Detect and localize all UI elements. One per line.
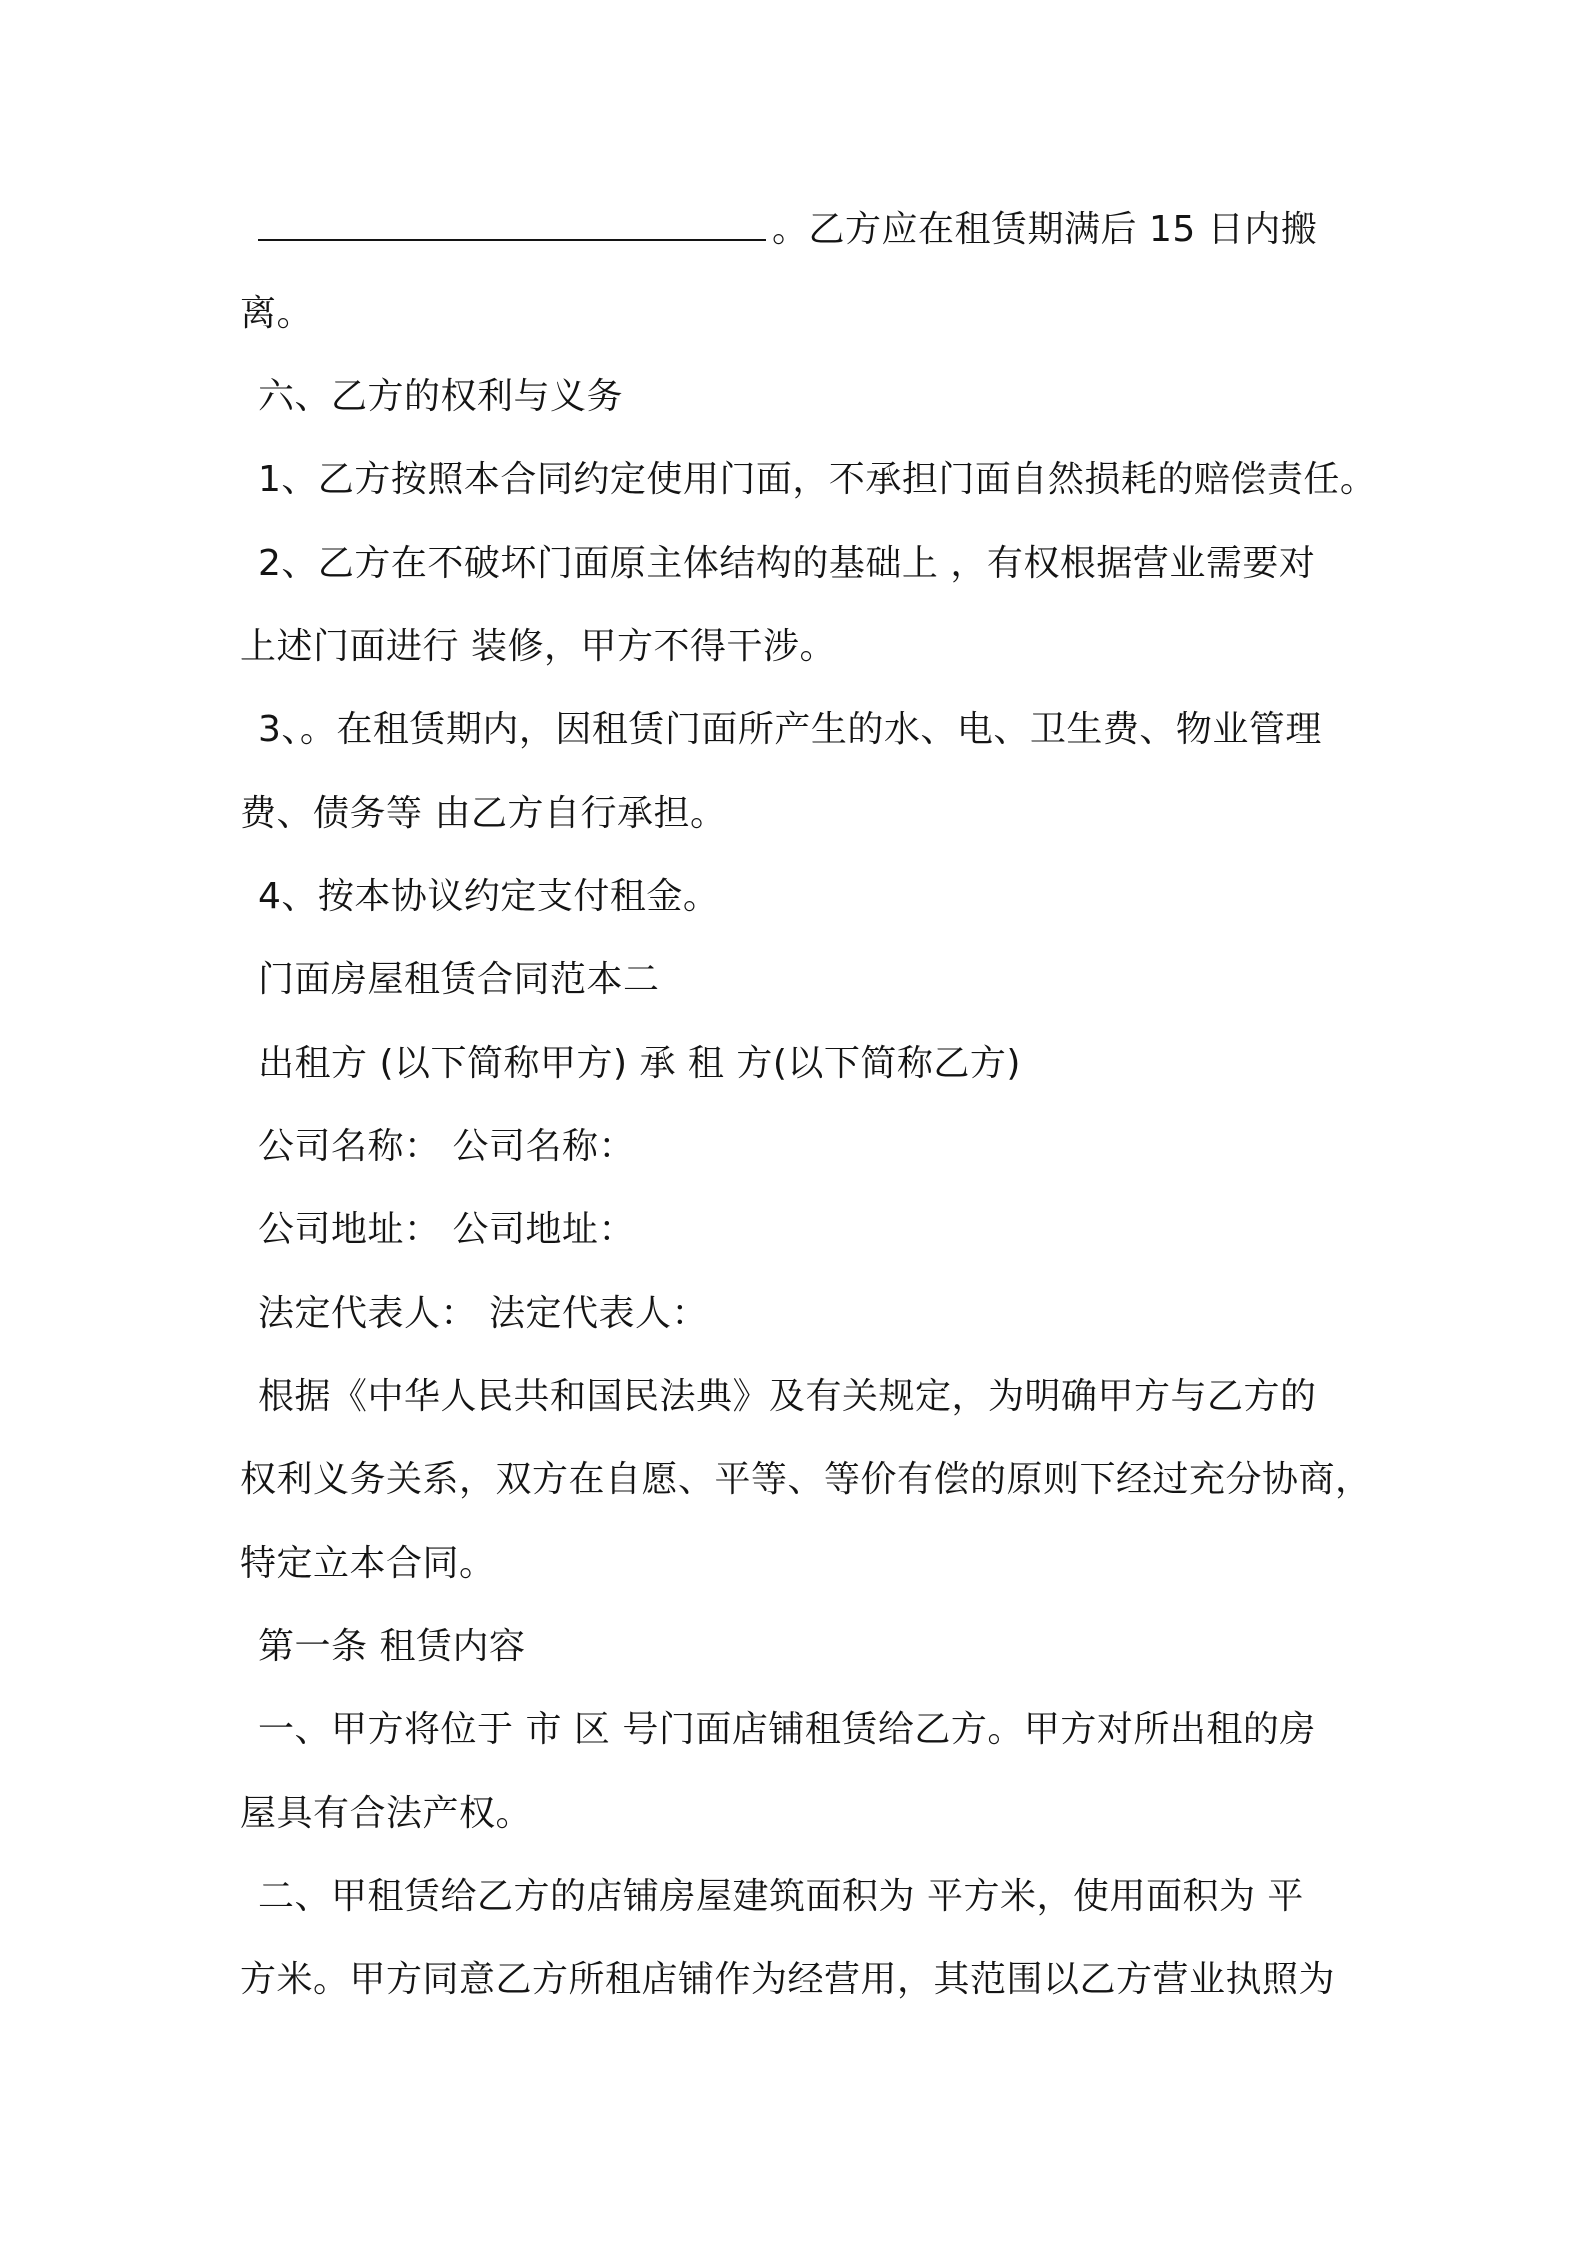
company-name-line: 公司名称： 公司名称： [258, 1126, 635, 1167]
text-line-17: 特定立本合同。 [240, 1543, 496, 1584]
text-line-21: 二、甲租赁给乙方的店铺房屋建筑面积为 平方米，使用面积为 平 [258, 1876, 1304, 1917]
text-line-5: 2、乙方在不破坏门面原主体结构的基础上 ，有权根据营业需要对 [258, 543, 1316, 584]
fill-in-blank [258, 209, 766, 241]
text-line-22: 方米。甲方同意乙方所租店铺作为经营用，其范围以乙方营业执照为 [240, 1959, 1336, 2000]
text-line-1: 。乙方应在租赁期满后 15 日内搬 [258, 208, 1378, 252]
document-title: 门面房屋租赁合同范本二 [258, 959, 660, 1000]
parties-line: 出租方 (以下简称甲方) 承 租 方(以下简称乙方) [258, 1043, 1021, 1084]
section-heading: 六、乙方的权利与义务 [258, 376, 624, 417]
company-address-line: 公司地址： 公司地址： [258, 1209, 635, 1250]
text-line-8: 费、债务等 由乙方自行承担。 [240, 793, 727, 834]
text-line-20: 屋具有合法产权。 [240, 1793, 533, 1834]
text-line-6: 上述门面进行 装修，甲方不得干涉。 [240, 626, 836, 667]
text-line-4: 1、乙方按照本合同约定使用门面，不承担门面自然损耗的赔偿责任。 [258, 459, 1377, 500]
article-heading: 第一条 租赁内容 [258, 1626, 526, 1667]
text-line-16: 权利义务关系，双方在自愿、平等、等价有偿的原则下经过充分协商， [240, 1459, 1372, 1500]
text-line-2: 离。 [240, 293, 314, 334]
text-line-15: 根据《中华人民共和国民法典》及有关规定，为明确甲方与乙方的 [258, 1376, 1317, 1417]
text-line-19: 一、甲方将位于 市 区 号门面店铺租赁给乙方。甲方对所出租的房 [258, 1709, 1316, 1750]
legal-representative-line: 法定代表人： 法定代表人： [258, 1293, 708, 1334]
text-line-9: 4、按本协议约定支付租金。 [258, 876, 720, 917]
text-line-7: 3、。在租赁期内，因租赁门面所产生的水、电、卫生费、物业管理 [258, 709, 1322, 750]
